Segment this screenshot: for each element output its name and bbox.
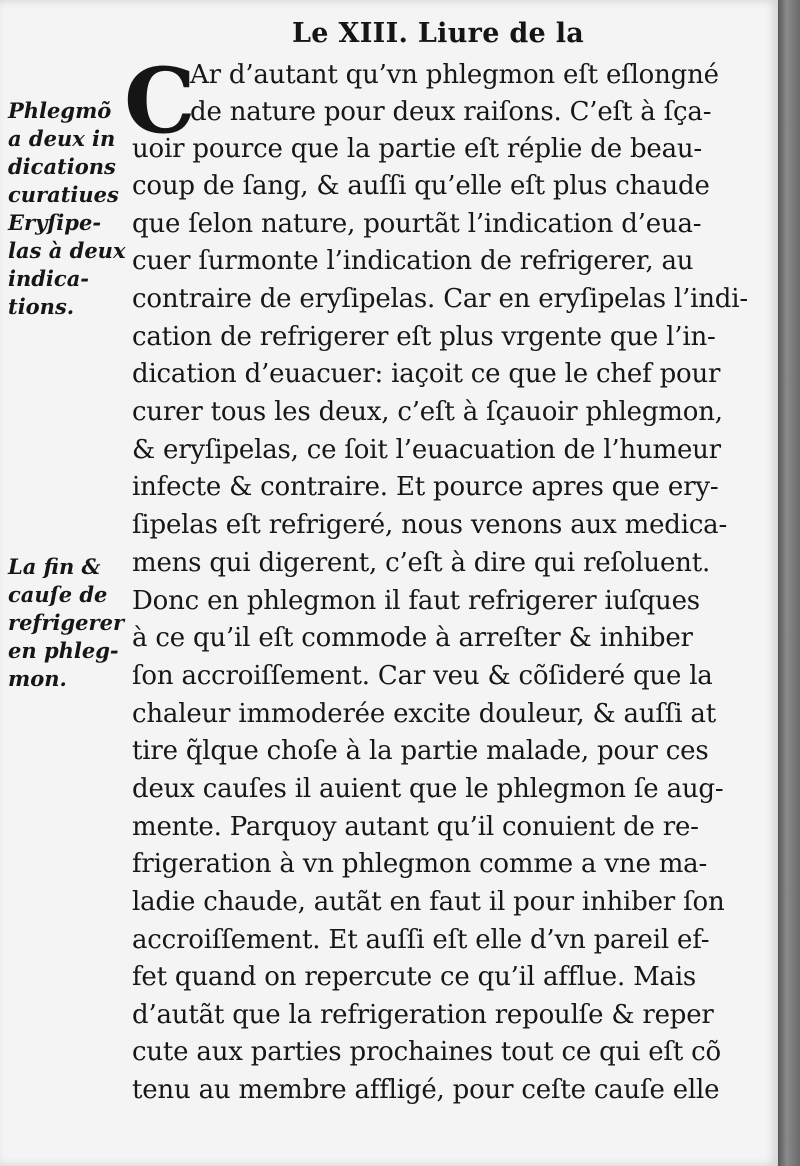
margin-note-line: las à deux bbox=[8, 238, 126, 263]
text-line: que ſelon nature, pourtãt l’indication d’eua- bbox=[132, 209, 702, 239]
text-line: infecte & contraire. Et pource apres que ery- bbox=[132, 472, 719, 502]
text-line: d’autãt que la refrigeration repoulſe & reper bbox=[132, 1000, 714, 1030]
text-line: cute aux parties prochaines tout ce qui eſt cõ bbox=[132, 1037, 721, 1067]
text-line: ſon accroiſſement. Car veu & cõſideré que la bbox=[132, 661, 713, 691]
text-line: coup de ſang, & auſſi qu’elle eſt plus chaude bbox=[132, 171, 710, 201]
margin-note-line: indica- bbox=[8, 266, 90, 291]
text-line: mens qui digerent, c’eſt à dire qui reſoluent. bbox=[132, 548, 711, 578]
text-line: cation de refrigerer eſt plus vrgente que l’in- bbox=[132, 322, 716, 352]
text-line: fet quand on repercute ce qu’il afflue. Mais bbox=[132, 962, 697, 992]
running-header: Le XIII. Liure de la bbox=[292, 18, 585, 49]
text-line: accroiſſement. Et auſſi eſt elle d’vn pareil ef- bbox=[132, 925, 710, 955]
text-line: tenu au membre affligé, pour ceſte cauſe elle bbox=[132, 1075, 720, 1105]
margin-note-line: refrigerer bbox=[8, 610, 125, 635]
text-line: chaleur immoderée excite douleur, & auſſi at bbox=[132, 699, 716, 729]
text-line: curer tous les deux, c’eſt à ſçauoir phlegmon, bbox=[132, 397, 723, 427]
text-line: à ce qu’il eſt commode à arreſter & inhiber bbox=[132, 623, 693, 653]
text-line: uoir pource que la partie eſt réplie de beau- bbox=[132, 134, 703, 164]
text-line: Donc en phlegmon il faut refrigerer iuſques bbox=[132, 586, 700, 616]
text-line: ladie chaude, autãt en faut il pour inhiber ſon bbox=[132, 887, 725, 917]
text-line: ſipelas eſt refrigeré, nous venons aux medica- bbox=[132, 510, 728, 540]
text-line: mente. Parquoy autant qu’il conuient de re- bbox=[132, 812, 699, 842]
text-line: & eryſipelas, ce ſoit l’euacuation de l’humeur bbox=[132, 435, 721, 465]
text-line: frigeration à vn phlegmon comme a vne ma- bbox=[132, 849, 708, 879]
margin-note-line: cauſe de bbox=[8, 582, 108, 607]
margin-note-phlegmon-erysipelas bbox=[8, 97, 126, 321]
margin-note-line: curatiues bbox=[8, 182, 119, 207]
text-line: contraire de eryſipelas. Car en eryſipelas l’indi- bbox=[132, 284, 748, 314]
text-line: dication d’euacuer: iaçoit ce que le chef pour bbox=[132, 359, 721, 389]
text-line: Ar d’autant qu’vn phlegmon eſt eſlongné bbox=[190, 60, 719, 90]
margin-note-line: dications bbox=[8, 154, 116, 179]
margin-note-line: Eryſipe- bbox=[8, 210, 102, 235]
margin-note-line: mon. bbox=[8, 666, 67, 691]
margin-note-fin-cause bbox=[8, 553, 126, 693]
margin-note-line: a deux in bbox=[8, 126, 116, 151]
margin-note-line: Phlegmõ bbox=[8, 98, 112, 123]
margin-note-line: tions. bbox=[8, 294, 75, 319]
text-line: tire q̃lque choſe à la partie malade, pour ces bbox=[132, 736, 709, 766]
text-line: cuer ſurmonte l’indication de refrigerer, au bbox=[132, 246, 694, 276]
margin-note-line: en phleg- bbox=[8, 638, 119, 663]
text-line: de nature pour deux raiſons. C’eſt à ſça- bbox=[190, 97, 712, 127]
text-line: deux cauſes il auient que le phlegmon ſe aug- bbox=[132, 774, 724, 804]
margin-note-line: La fin & bbox=[8, 554, 101, 579]
drop-capital: C bbox=[124, 48, 196, 154]
page-edge bbox=[778, 0, 800, 1166]
